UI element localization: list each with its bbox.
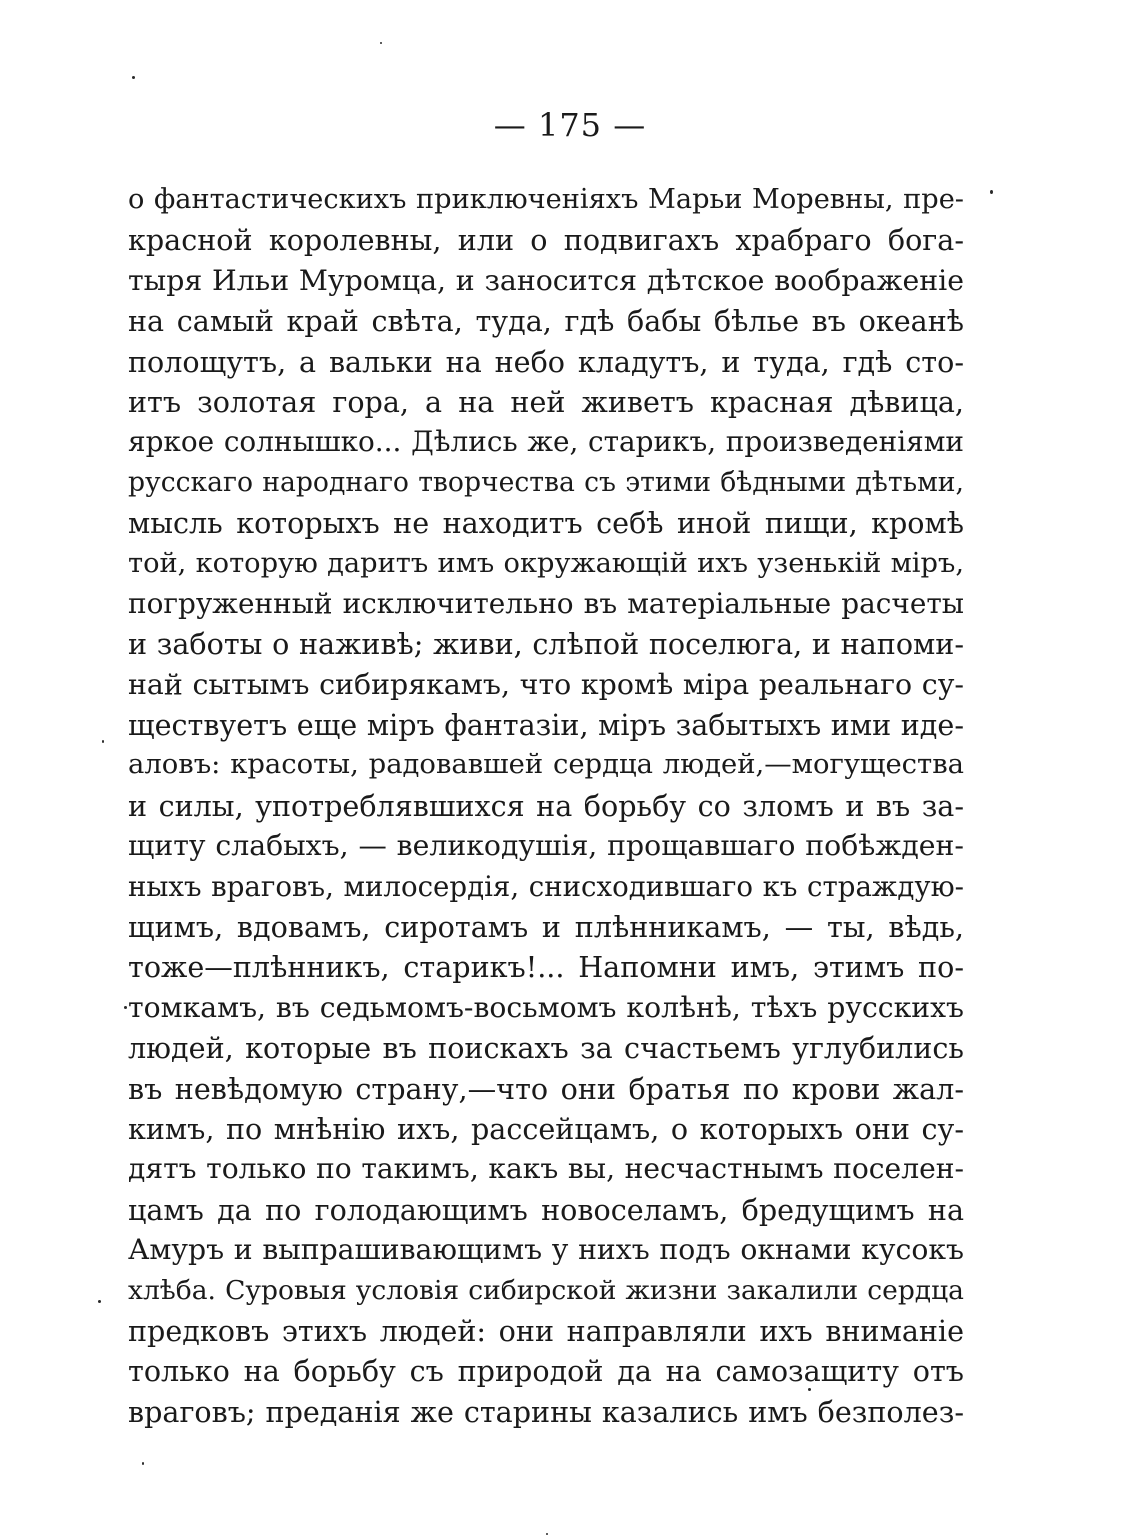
text-line: только на борьбу съ природой да на самозащиту отъ [128, 1354, 964, 1389]
text-line: хлѣба. Суровыя условія сибирской жизни закалили сердца [128, 1274, 964, 1306]
text-line: красной королевны, или о подвигахъ храбраго бога- [128, 223, 964, 258]
print-speck [132, 76, 135, 79]
text-line: враговъ; преданія же старины казались имъ безполез- [128, 1394, 964, 1429]
page-number: — 175 — [493, 106, 647, 144]
text-line: русскаго народнаго творчества съ этими бѣдными дѣтьми, [128, 466, 964, 498]
text-line: о фантастическихъ приключеніяхъ Марьи Моревны, пре- [128, 184, 964, 215]
print-speck [102, 740, 104, 743]
body-text [128, 180, 964, 1432]
text-line: въ невѣдомую страну,—что они братья по крови жал- [128, 1071, 964, 1106]
text-line: погруженный исключительно въ матеріальные расчеты [128, 586, 964, 620]
text-line: и силы, употреблявшихся на борьбу со зломъ и въ за- [128, 788, 964, 823]
text-line: цамъ да по голодающимъ новоселамъ, бредущимъ на [128, 1192, 964, 1227]
text-line: итъ золотая гора, а на ней живетъ красная дѣвица, [128, 384, 964, 419]
text-line: Амуръ и выпрашивающимъ у нихъ подъ окнами кусокъ [128, 1233, 964, 1267]
text-line: тыря Ильи Муромца, и заносится дѣтское воображеніе [128, 263, 964, 297]
text-line: щимъ, вдовамъ, сиротамъ и плѣнникамъ, — ты, вѣдь, [128, 910, 964, 945]
text-line: той, которую даритъ имъ окружающій ихъ узенькій міръ, [128, 547, 964, 579]
text-line: томкамъ, въ седьмомъ-восьмомъ колѣнѣ, тѣхъ русскихъ [128, 990, 964, 1024]
text-line: дятъ только по такимъ, какъ вы, несчастнымъ поселен- [128, 1152, 964, 1186]
text-line: яркое солнышко... Дѣлись же, старикъ, произведеніями [128, 425, 964, 459]
print-speck [98, 1300, 101, 1303]
text-line: кимъ, по мнѣнію ихъ, рассейцамъ, о которыхъ они су- [128, 1111, 964, 1146]
text-line: людей, которые въ поискахъ за счастьемъ углубились [128, 1031, 964, 1066]
print-speck [380, 42, 382, 44]
print-speck [546, 1533, 548, 1535]
text-line: щиту слабыхъ, — великодушія, прощавшаго побѣжден- [128, 829, 964, 863]
text-line: най сытымъ сибирякамъ, что кромѣ міра реальнаго су- [128, 667, 964, 701]
text-line: предковъ этихъ людей: они направляли ихъ вниманіе [128, 1313, 964, 1348]
text-line: аловъ: красоты, радовавшей сердца людей,—могущества [128, 749, 964, 781]
print-speck [990, 190, 993, 194]
print-speck [142, 1462, 144, 1465]
text-line: ществуетъ еще міръ фантазіи, міръ забытыхъ ими иде- [128, 708, 964, 743]
text-line: на самый край свѣта, туда, гдѣ бабы бѣлье въ океанѣ [128, 304, 964, 339]
text-line: ныхъ враговъ, милосердія, снисходившаго къ страждую- [128, 869, 964, 903]
print-speck [808, 1388, 811, 1391]
text-line: полощутъ, а вальки на небо кладутъ, и туда, гдѣ сто- [128, 344, 964, 379]
text-line: мысль которыхъ не находитъ себѣ иной пищи, кромѣ [128, 506, 964, 541]
text-line: тоже—плѣнникъ, старикъ!... Напомни имъ, этимъ по- [128, 950, 964, 985]
print-speck [124, 1006, 127, 1009]
text-line: и заботы о наживѣ; живи, слѣпой поселюга, и напоми- [128, 627, 964, 662]
